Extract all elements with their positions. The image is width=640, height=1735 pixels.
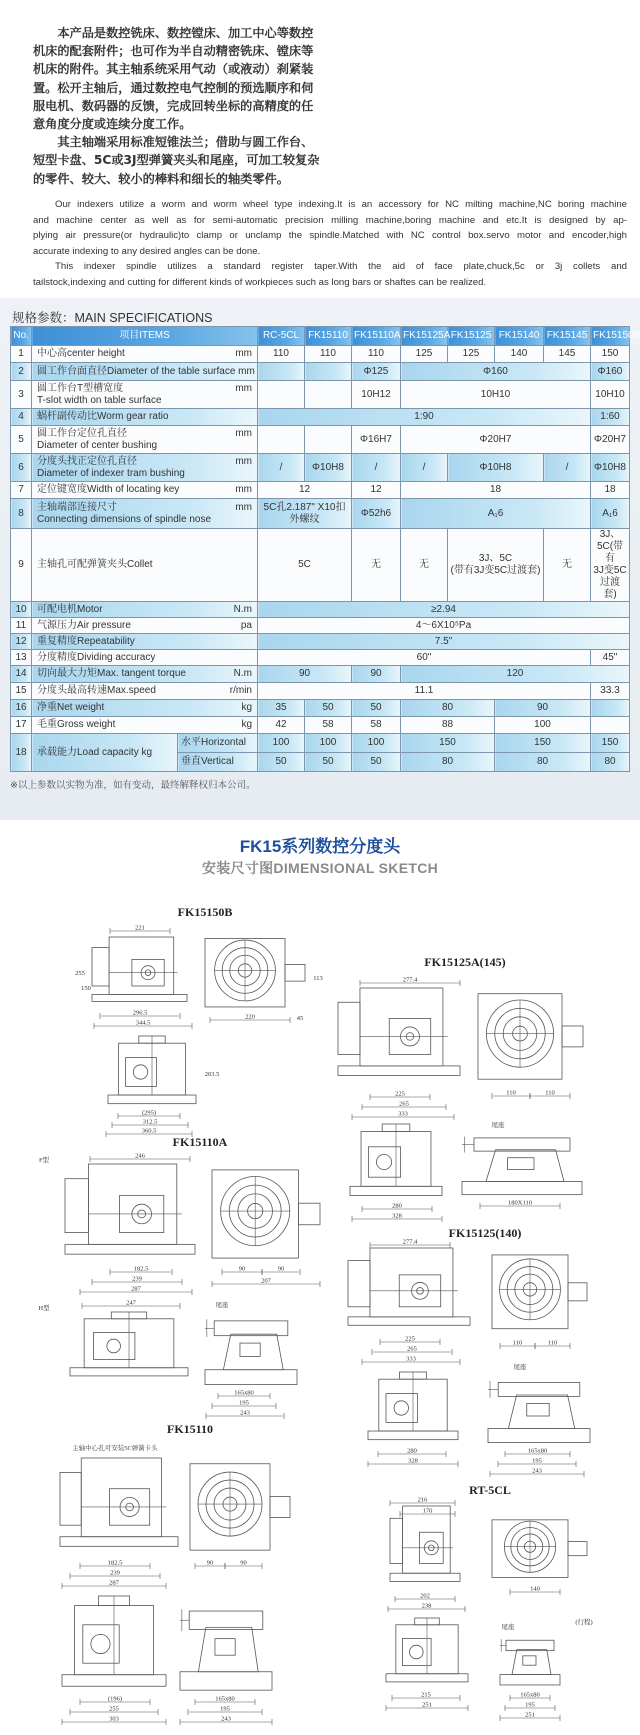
dimension-label: 110	[547, 1339, 558, 1347]
row-value: 7.5"	[258, 634, 630, 650]
dimension-label: 255	[75, 970, 85, 977]
row-value: Φ160	[591, 363, 630, 381]
dimension-label: 277.4	[402, 976, 418, 984]
tail-column	[508, 1395, 574, 1429]
row-value: 11.1	[258, 683, 591, 700]
dimension-label: 尾座	[491, 1122, 505, 1129]
row-value: 18	[401, 482, 591, 499]
row-label: 主轴端部连接尺寸 Connecting dimensions of spindle nose	[37, 501, 211, 525]
row-value: ≥2.94	[258, 602, 630, 618]
dimension-label: 225	[405, 1335, 415, 1343]
dimension-label: 165x80	[527, 1447, 548, 1455]
row-label: 圆工作台T型槽宽度 T-slot width on table surface	[37, 382, 162, 406]
row-value: Φ10H8	[591, 454, 630, 482]
dimension-label: 182.5	[133, 1265, 149, 1273]
row-value: 10H10	[591, 381, 630, 409]
specs-footnote: ※以上参数以实物为准，如有变动，最终解释权归本公司。	[10, 780, 256, 791]
row-value: 58	[352, 717, 401, 734]
motor	[568, 1542, 587, 1556]
dimension-label: 238	[421, 1602, 432, 1610]
flange	[92, 948, 109, 987]
header-model: RC-5CL	[258, 327, 305, 346]
row-value: 58	[305, 717, 352, 734]
row-value: 100	[495, 717, 591, 734]
sketch-title: FK15系列数控分度头	[239, 837, 401, 856]
drawing-fk15125a-145-	[338, 955, 583, 1222]
row-unit: mm	[235, 455, 252, 467]
dimension-label: 287	[109, 1579, 119, 1587]
dimension-label: 243	[221, 1715, 231, 1723]
row-value: 88	[401, 717, 495, 734]
motor	[285, 964, 305, 981]
dimension-label: 333	[398, 1110, 408, 1118]
flange	[348, 1261, 370, 1307]
tail-window	[240, 1343, 260, 1356]
dimension-label: 90	[206, 1559, 214, 1567]
row-label: 毛重Gross weight	[37, 719, 116, 730]
intro-cn-line: 其主轴端采用标准短锥法兰；借助与圆工作台、	[33, 135, 314, 150]
dimension-label: 243	[240, 1409, 250, 1417]
specs-title: 规格参数：MAIN SPECIFICATIONS	[12, 311, 213, 325]
tail-quill	[506, 1640, 554, 1650]
dimension-label: 尾座	[215, 1302, 229, 1309]
dimension-label: 主轴中心孔可安装5C弹簧卡头	[72, 1445, 158, 1452]
row-value: 110	[258, 346, 305, 363]
dimension-label: 195	[239, 1399, 249, 1407]
row-value: /	[544, 454, 591, 482]
row-number: 8	[11, 499, 32, 529]
dimension-label: 110	[545, 1089, 555, 1097]
row-value: 1:90	[258, 409, 591, 426]
base-plate	[108, 1095, 196, 1104]
dimension-label: 328	[408, 1457, 418, 1465]
row-number: 15	[11, 683, 32, 700]
base-plate	[350, 1186, 442, 1195]
intro-en-line: This indexer spindle utilizes a standard register taper.With the aid of face plate,chuck,5c or 3j collets and	[55, 261, 627, 273]
row-unit: N.m	[233, 668, 252, 679]
circle-outline	[133, 1065, 147, 1079]
row-value: 110	[352, 346, 401, 363]
row-value: 5C	[258, 529, 352, 602]
tail-quill	[498, 1382, 580, 1396]
flange	[338, 1002, 360, 1054]
row-value: Φ20H7	[591, 426, 630, 454]
base-plate	[62, 1675, 166, 1687]
dimension-label: 360.5	[141, 1127, 157, 1135]
dimension-label: 243	[532, 1467, 542, 1475]
row-value: 145	[544, 346, 591, 363]
row-value: Φ52h6	[352, 499, 401, 529]
row-value: /	[352, 454, 401, 482]
row-value: 50	[352, 753, 401, 772]
row-number: 5	[11, 426, 32, 454]
row-number: 4	[11, 409, 32, 426]
row-number: 18	[11, 734, 32, 772]
drawing-model-label: RT-5CL	[469, 1483, 511, 1497]
tail-column	[512, 1650, 551, 1675]
row-number: 16	[11, 700, 32, 717]
row-label: 气源压力Air pressure	[37, 619, 131, 631]
header-items: 项目ITEMS	[32, 327, 258, 346]
dimension-label: (行程)	[575, 1619, 593, 1626]
tail-quill	[474, 1138, 570, 1151]
base-plate	[65, 1244, 195, 1254]
dimension-label: (295)	[141, 1109, 157, 1117]
base-plate	[338, 1066, 460, 1076]
row-label: 主轴孔可配弹簧夹头Collet	[37, 559, 153, 570]
header-model: FK15140	[495, 327, 544, 346]
dimension-label: 165x80	[215, 1695, 235, 1703]
dimension-label: 150	[81, 985, 91, 992]
dimension-label: 247	[126, 1299, 136, 1307]
tail-column	[198, 1628, 258, 1672]
intro-cn-line: 置。松开主轴后，通过数控电气控制的预选顺序和伺	[33, 80, 314, 95]
dimension-label: 140	[530, 1585, 540, 1593]
dimension-label: 303	[109, 1715, 119, 1723]
row-value: 12	[352, 482, 401, 499]
motor	[298, 1203, 320, 1225]
row-value: Φ20H7	[401, 426, 591, 454]
row-unit: r/min	[229, 685, 252, 696]
base-plate	[92, 994, 187, 1001]
dimension-label: 45	[296, 1015, 304, 1022]
row-value: 1:60	[591, 409, 630, 426]
row-value: 80	[495, 753, 591, 772]
row-value: 80	[401, 700, 495, 717]
intro-en-line: accurate indexing to any desired angles can be done.	[33, 245, 261, 257]
dimension-label: 312.5	[142, 1118, 158, 1126]
row-label: 中心高center height	[37, 348, 125, 359]
base-plate	[386, 1674, 468, 1682]
intro-cn-line: 机床的配套附件；也可作为半自动精密铣床、镗床等	[33, 44, 314, 59]
row-value: 18	[591, 482, 630, 499]
dimension-label: 220	[245, 1013, 255, 1021]
row-value: 100	[305, 734, 352, 753]
row-unit: kg	[241, 702, 252, 713]
tail-base	[180, 1672, 272, 1690]
row-number: 9	[11, 529, 32, 602]
drawing-fk15110a	[38, 1135, 320, 1419]
dimension-label: 287	[131, 1285, 141, 1293]
dimension-label: 90	[238, 1265, 246, 1273]
row-number: 11	[11, 618, 32, 634]
row-label: 切向最大力矩Max. tangent torque	[37, 668, 186, 679]
row-unit: kg	[241, 719, 252, 730]
row-value: 90	[258, 666, 352, 683]
tail-window	[508, 1158, 534, 1170]
circle-outline	[91, 1634, 110, 1653]
drawing-fk15150b	[75, 905, 323, 1137]
circle-outline	[107, 1339, 121, 1353]
row-value: 150	[591, 346, 630, 363]
row-value: 80	[401, 753, 495, 772]
dimension-label: 328	[392, 1212, 402, 1220]
flange	[60, 1472, 81, 1525]
row-value: 80	[591, 753, 630, 772]
row-label: 可配电机Motor	[37, 603, 103, 615]
base-plate	[60, 1537, 178, 1547]
row-label: 承载能力Load capacity kg	[32, 734, 178, 772]
row-value: 150	[591, 734, 630, 753]
row-value: 60"	[258, 650, 591, 666]
row-label: 圆工作台面直径Diameter of the table surface mm	[37, 365, 255, 377]
drawing-fk15125-140-	[348, 1226, 590, 1477]
dimension-label: 195	[532, 1457, 542, 1465]
row-value: /	[401, 454, 448, 482]
dimension-label: 251	[525, 1711, 535, 1719]
row-value: 150	[495, 734, 591, 753]
row-label: 分度头找正定位孔直径 Diameter of indexer tram bushing	[37, 455, 185, 479]
row-number: 13	[11, 650, 32, 666]
dimension-label: 90	[277, 1265, 285, 1273]
dimension-label: H型	[38, 1305, 50, 1312]
dimension-label: 265	[407, 1345, 417, 1353]
row-value: 42	[258, 717, 305, 734]
row-value: Φ10H8	[448, 454, 544, 482]
dimension-label: 333	[406, 1355, 416, 1363]
dimension-label: 239	[132, 1275, 142, 1283]
dimension-label: 202	[420, 1592, 430, 1600]
row-label: 净重Net weight	[37, 702, 105, 713]
row-value: 100	[352, 734, 401, 753]
flange	[390, 1518, 403, 1563]
dimension-label: 246	[135, 1152, 145, 1160]
dimension-label: 182.5	[107, 1559, 123, 1567]
header-model: FK15145	[544, 327, 591, 346]
intro-cn-line: 的零件、较大、较小的棒料和细长的轴类零件。	[33, 171, 289, 186]
drawing-model-label: FK15125(140)	[448, 1226, 522, 1240]
row-value: Φ160	[401, 363, 591, 381]
motor	[568, 1283, 587, 1301]
row-label: 定位键宽度Width of locating key	[37, 484, 180, 495]
dimension-label: 195	[525, 1701, 535, 1709]
dimension-label: 195	[220, 1705, 230, 1713]
dimension-label: 尾座	[513, 1364, 527, 1371]
dimension-label: 90	[240, 1559, 247, 1567]
header-model: FK15125A	[401, 327, 448, 346]
row-label: 圆工作台定位孔直径 Diameter of center bushing	[37, 427, 158, 451]
row-value: 110	[305, 346, 352, 363]
circle-outline	[376, 1154, 391, 1169]
intro-en-line: and machine center as well as for semi-automatic precision milling machine,boring machine and etc.It is designed by ap-	[33, 214, 627, 226]
dimension-label: 110	[506, 1089, 516, 1097]
dimension-label: 113	[313, 975, 323, 982]
dimension-label: 215	[421, 1691, 431, 1699]
base-plate	[70, 1368, 188, 1376]
tail-quill	[189, 1611, 263, 1629]
row-value: 4～6X10⁵Pa	[258, 618, 630, 634]
dimension-label: 216	[417, 1496, 428, 1504]
row-value: 50	[352, 700, 401, 717]
row-value: 3J、5C(带有 3J变5C过渡 套)	[591, 529, 630, 602]
header-no: No.	[11, 327, 32, 346]
row-label: 分度精度Dividing accuracy	[37, 651, 156, 663]
row-value: 无	[401, 529, 448, 602]
intro-cn-line: 机床的附件。其主轴系统采用气动（或液动）刹紧装	[33, 62, 314, 77]
tail-column	[223, 1334, 283, 1370]
row-value: 50	[305, 753, 352, 772]
dimension-label: 255	[109, 1705, 119, 1713]
drawing-fk15110	[60, 1422, 290, 1725]
dimension-label: 265	[399, 1100, 409, 1108]
tail-base	[500, 1675, 560, 1685]
drawing-model-label: FK15150B	[177, 905, 233, 919]
row-value: 90	[352, 666, 401, 683]
tail-window	[523, 1656, 536, 1665]
row-value: 120	[401, 666, 630, 683]
row-value: Φ16H7	[352, 426, 401, 454]
row-value: 12	[258, 482, 352, 499]
intro-cn-line: 短型卡盘、5C或3J型弹簧夹头和尾座，可加工较复杂	[33, 153, 320, 168]
dimension-label: (196)	[107, 1695, 123, 1703]
base-plate	[368, 1431, 458, 1440]
dimension-label: 280	[392, 1202, 402, 1210]
row-value: 3J、5C (带有3J变5C过渡套)	[448, 529, 544, 602]
tail-base	[205, 1370, 297, 1385]
dimension-label: 239	[110, 1569, 120, 1577]
dimension-label: 尾座	[501, 1624, 515, 1631]
intro-cn-line: 服电机、数码器的反馈，完成回转坐标的高精度的任	[33, 98, 314, 113]
row-value: 35	[258, 700, 305, 717]
dimension-label: 170	[422, 1507, 433, 1515]
row-value: 45"	[591, 650, 630, 666]
row-unit: mm	[235, 484, 252, 495]
row-value: A₁6	[591, 499, 630, 529]
intro-cn-line: 本产品是数控铣床、数控镗床、加工中心等数控	[33, 26, 314, 40]
row-label: 重复精度Repeatability	[37, 635, 135, 647]
row-number: 1	[11, 346, 32, 363]
row-value: 无	[544, 529, 591, 602]
tail-base	[462, 1181, 582, 1194]
row-value: A₁6	[401, 499, 591, 529]
dimension-label: 207	[261, 1277, 271, 1285]
row-unit: N.m	[233, 603, 252, 615]
drawing-model-label: FK15110A	[172, 1135, 228, 1149]
row-value: 5C孔2.187" X10扣 外螺纹	[258, 499, 352, 529]
row-number: 6	[11, 454, 32, 482]
row-value: Φ125	[352, 363, 401, 381]
base-plate	[390, 1573, 460, 1581]
tail-quill	[214, 1321, 288, 1336]
header-model: FK15150B	[591, 327, 630, 346]
row-value: 100	[258, 734, 305, 753]
row-value: 90	[495, 700, 591, 717]
tail-base	[488, 1429, 590, 1443]
row-label: 蜗杆副传动比Worm gear ratio	[37, 411, 169, 422]
row-unit: mm	[235, 382, 252, 394]
dimension-label: 203.5	[204, 1071, 220, 1078]
dimension-label: 225	[395, 1090, 405, 1098]
row-value: 10H10	[401, 381, 591, 409]
dimension-label: 180X110	[508, 1199, 532, 1207]
header-model: FK15110A	[352, 327, 401, 346]
row-number: 7	[11, 482, 32, 499]
tail-window	[527, 1403, 549, 1416]
row-value: 50	[305, 700, 352, 717]
intro-en-line: Our indexers utilize a worm and worm wheel type indexing.It is an accessory for NC milting machine,NC boring machine	[55, 199, 627, 210]
motor	[562, 1026, 583, 1047]
row-unit: mm	[235, 501, 252, 513]
row-unit: pa	[240, 619, 252, 631]
dimension-label: 277.4	[402, 1238, 418, 1246]
base-plate	[348, 1317, 470, 1325]
header-model: FK15110	[305, 327, 352, 346]
dimension-label: 344.5	[135, 1019, 151, 1027]
intro-en-line: plying air pressure(or hydraulic)to clamp or unclamp the spindle.Matched with NC control box.servo motor and encoder,high	[33, 230, 627, 242]
row-value: 125	[401, 346, 448, 363]
circle-outline	[410, 1645, 424, 1659]
row-unit: mm	[235, 427, 252, 439]
dimension-label: 165x80	[234, 1389, 254, 1397]
sketch-subtitle: 安装尺寸图DIMENSIONAL SKETCH	[201, 860, 439, 876]
row-number: 17	[11, 717, 32, 734]
flange	[65, 1179, 88, 1233]
intro-en-line: tailstock,indexing and cutting for different kinds of workpieces such as long bars or shaftes can be realized.	[33, 276, 487, 288]
row-value: /	[258, 454, 305, 482]
row-number: 12	[11, 634, 32, 650]
row-value: 10H12	[352, 381, 401, 409]
row-value: 50	[258, 753, 305, 772]
row-value: Φ10H8	[305, 454, 352, 482]
header-model: FK15125	[448, 327, 495, 346]
dimension-label: F型	[38, 1157, 50, 1164]
tail-column	[486, 1150, 564, 1182]
motor	[270, 1496, 290, 1517]
row-value: 150	[401, 734, 495, 753]
dimension-label: 251	[422, 1701, 432, 1709]
drawing-rt-5cl	[386, 1483, 593, 1721]
row-value: 无	[352, 529, 401, 602]
row-sublabel: 水平Horizontal	[178, 734, 258, 753]
drawing-model-label: FK15125A(145)	[424, 955, 506, 969]
dimension-label: 280	[407, 1447, 417, 1455]
circle-outline	[394, 1401, 408, 1415]
row-value: 33.3	[591, 683, 630, 700]
row-value: 125	[448, 346, 495, 363]
row-number: 10	[11, 602, 32, 618]
row-value: 140	[495, 346, 544, 363]
dimension-label: 221	[135, 924, 145, 932]
row-number: 14	[11, 666, 32, 683]
row-label: 分度头最高转速Max.speed	[37, 685, 156, 696]
row-unit: mm	[235, 348, 252, 359]
row-number: 2	[11, 363, 32, 381]
dimension-label: 296.5	[132, 1009, 148, 1017]
row-sublabel: 垂直Vertical	[178, 753, 258, 772]
intro-cn-line: 意角度分度或连续分度工作。	[33, 117, 192, 132]
row-number: 3	[11, 381, 32, 409]
dimension-label: 165x80	[520, 1691, 540, 1699]
dimension-label: 110	[512, 1339, 523, 1347]
tail-window	[215, 1639, 235, 1656]
drawing-model-label: FK15110	[166, 1422, 214, 1436]
